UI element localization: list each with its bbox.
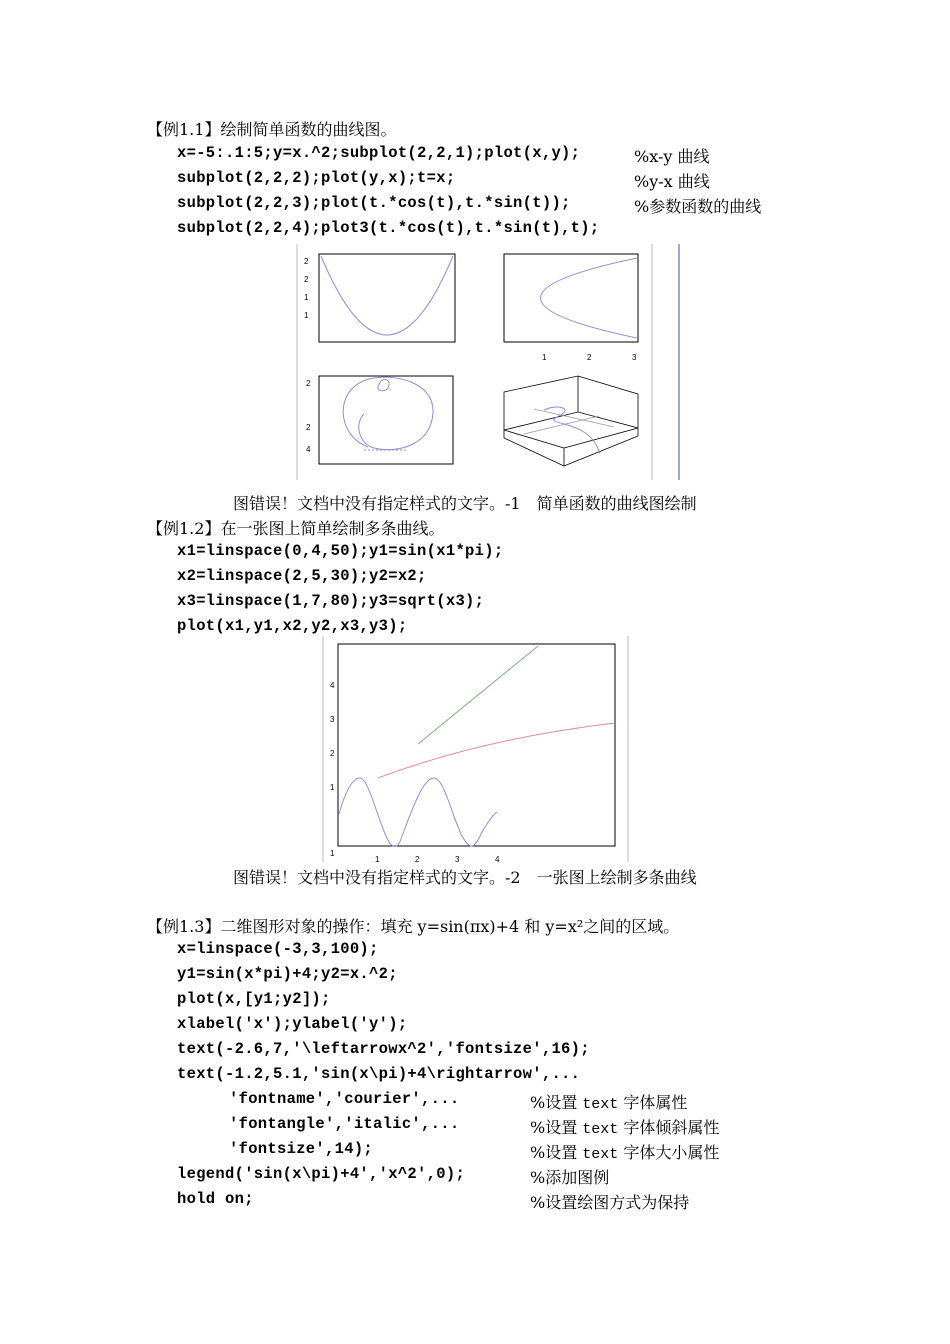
spiral-curve [343,377,433,449]
parabola-curve [321,256,453,335]
tick-label: 1 [304,293,309,302]
code-comment: %设置 text 字体大小属性 [530,1143,720,1163]
code-line: x=linspace(-3,3,100); [177,940,379,958]
code-line: plot(x,[y1;y2]); [177,990,331,1008]
tick-label: 4 [495,855,500,864]
code-comment: %x-y 曲线 [634,147,710,166]
example-3-title: 【例1.3】二维图形对象的操作：填充 y=sin(πx)+4 和 y=x²之间的区域。 [147,917,680,936]
subplot-1 [304,254,455,342]
code-line: subplot(2,2,3);plot(t.*cos(t),t.*sin(t)); [177,194,571,212]
example-1-title: 【例1.1】绘制简单函数的曲线图。 [147,120,397,139]
linear-curve [418,646,538,744]
code-comment: %添加图例 [530,1168,610,1187]
example-2-title: 【例1.2】在一张图上简单绘制多条曲线。 [147,519,445,538]
code-line: text(-1.2,5.1,'sin(x\pi)+4\rightarrow',... [177,1065,581,1083]
code-line: 'fontsize',14); [229,1140,374,1158]
tick-label: 3 [330,715,335,724]
code-line: x2=linspace(2,5,30);y2=x2; [177,567,427,585]
tick-label: 1 [330,783,335,792]
tick-label: 2 [415,855,420,864]
tick-label: 2 [330,749,335,758]
tick-label: 2 [304,257,309,266]
tick-label: 2 [304,275,309,284]
sqrt-curve [378,723,615,778]
tick-label: 1 [330,849,335,858]
subplot-2 [504,254,638,362]
figure-subplots [294,244,684,482]
tick-label: 2 [587,353,592,362]
code-line: hold on; [177,1190,254,1208]
code-line: subplot(2,2,2);plot(y,x);t=x; [177,169,456,187]
code-comment: %参数函数的曲线 [634,197,762,216]
tick-label: 2 [306,379,311,388]
figure-1-caption: 图错误！文档中没有指定样式的文字。-1 简单函数的曲线图绘制 [233,494,697,513]
helix-curve [544,407,600,454]
subplot-3 [306,376,453,464]
code-line: plot(x1,y1,x2,y2,x3,y3); [177,617,408,635]
code-comment: %设置 text 字体属性 [530,1093,688,1113]
tick-label: 1 [304,311,309,320]
sine-curve [339,778,497,847]
subplot-4-3d [504,376,638,466]
code-line: x1=linspace(0,4,50);y1=sin(x1*pi); [177,542,504,560]
tick-label: 3 [632,353,637,362]
code-line: text(-2.6,7,'\leftarrowx^2','fontsize',16); [177,1040,590,1058]
code-line: 'fontname','courier',... [229,1090,460,1108]
code-comment: %设置绘图方式为保持 [530,1193,690,1212]
tick-label: 4 [306,445,311,454]
tick-label: 3 [455,855,460,864]
figure-multi-curves [322,636,632,864]
code-line: 'fontangle','italic',... [229,1115,460,1133]
code-comment: %设置 text 字体倾斜属性 [530,1118,720,1138]
code-line: y1=sin(x*pi)+4;y2=x.^2; [177,965,398,983]
code-line: x=-5:.1:5;y=x.^2;subplot(2,2,1);plot(x,y); [177,144,581,162]
code-line: x3=linspace(1,7,80);y3=sqrt(x3); [177,592,485,610]
sideways-parabola-curve [541,258,638,338]
tick-label: 1 [542,353,547,362]
code-line: legend('sin(x\pi)+4','x^2',0); [177,1165,466,1183]
code-line: xlabel('x');ylabel('y'); [177,1015,408,1033]
code-line: subplot(2,2,4);plot3(t.*cos(t),t.*sin(t),t); [177,219,600,237]
tick-label: 2 [306,423,311,432]
code-comment: %y-x 曲线 [634,172,710,191]
tick-label: 4 [330,681,335,690]
tick-label: 1 [375,855,380,864]
figure-2-caption: 图错误！文档中没有指定样式的文字。-2 一张图上绘制多条曲线 [233,868,697,887]
